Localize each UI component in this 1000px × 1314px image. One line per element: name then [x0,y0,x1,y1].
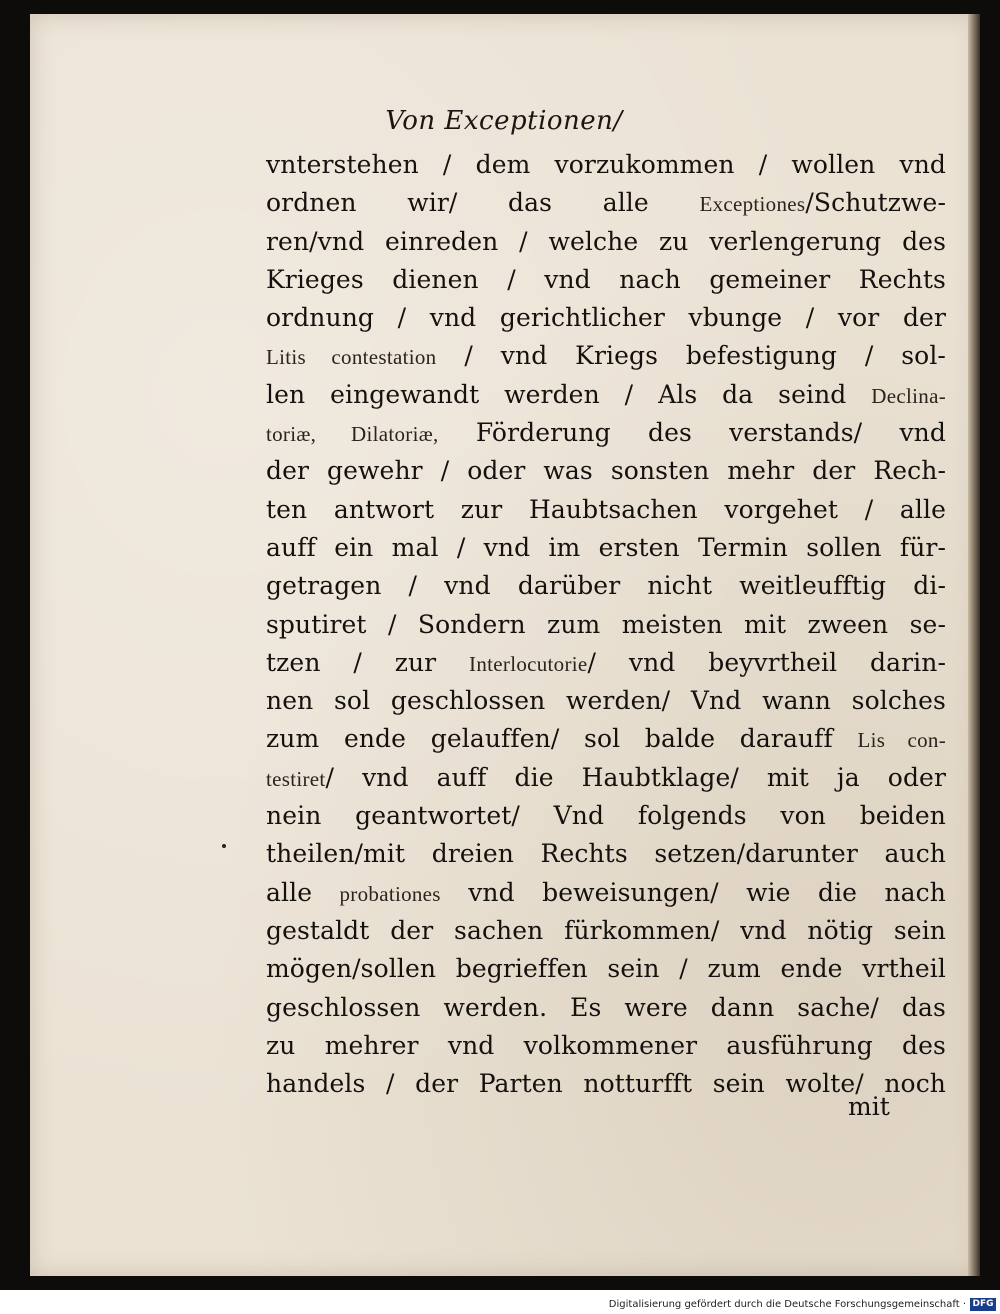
fraktur-text: nein geantwortet/ Vnd folgends von beiden [266,801,946,831]
text-line [266,912,946,950]
fraktur-text: der gewehr / oder was sonsten mehr der Rech- [266,456,946,486]
fraktur-text: ren/vnd einreden / welche zu verlengerung des [266,226,946,256]
fraktur-text: / vnd beyvrtheil darin- [587,647,946,677]
text-line [266,491,946,529]
fraktur-text: sputiret / Sondern zum meisten mit zween se- [266,609,946,639]
fraktur-text: alle [266,877,340,907]
fraktur-text: ten antwort zur Haubtsachen vorgehet / alle [266,494,946,524]
latin-term: Declina- [871,383,946,408]
funding-credit: Digitalisierung gefördert durch die Deutsche Forschungsgemeinschaft · [608,1299,966,1310]
fraktur-text: len eingewandt werden / Als da seind [266,379,872,409]
latin-term: Litis contestation [266,345,437,370]
fraktur-text: vnd beweisungen/ wie die nach [440,877,946,907]
fraktur-text: theilen/mit dreien Rechts setzen/darunter auch [266,839,946,869]
text-line [266,567,946,605]
fraktur-text: tzen / zur [266,647,470,677]
text-line [266,529,946,567]
text-line [266,759,946,797]
fraktur-text: geschlossen werden. Es were dann sache/ das [266,992,946,1022]
page-gutter [968,14,980,1276]
text-line [266,414,946,452]
fraktur-text: auff ein mal / vnd im ersten Termin sollen für- [266,532,946,562]
catchword: mit [848,1092,890,1121]
dfg-logo: DFG [970,1298,996,1311]
fraktur-text: / vnd Kriegs befestigung / sol- [436,341,946,371]
text-line [266,720,946,758]
text-line [266,950,946,988]
fraktur-text: nen sol geschlossen werden/ Vnd wann solches [266,686,946,716]
fraktur-text: zu mehrer vnd volkommener ausführung des [266,1030,946,1060]
fraktur-text: ordnen wir/ das alle [266,188,700,218]
latin-term: toriæ, Dilatoriæ, [266,422,439,447]
text-line [266,146,946,184]
latin-term: Exceptiones [699,192,806,217]
text-line [266,644,946,682]
running-head: Von Exceptionen/ [385,106,623,136]
book-page [30,14,978,1276]
footer-bar [0,1290,1000,1314]
latin-term: Lis con- [857,728,946,753]
text-line [266,261,946,299]
fraktur-text: handels / der Parten notturfft sein wolte/ noch [266,1069,946,1099]
fraktur-text: gestaldt der sachen fürkommen/ vnd nötig sein [266,915,946,945]
text-line [266,835,946,873]
fraktur-text: vnterstehen / dem vorzukommen / wollen vnd [266,150,946,179]
fraktur-text: getragen / vnd darüber nicht weitleufftig di- [266,571,946,601]
text-line [266,874,946,912]
fraktur-text: / vnd auff die Haubtklage/ mit ja oder [325,762,946,792]
text-line [266,1065,946,1103]
body-text [266,146,946,1103]
fraktur-text: mögen/sollen begrieffen sein / zum ende vrtheil [266,954,946,984]
text-line [266,376,946,414]
text-line [266,1027,946,1065]
text-line [266,223,946,261]
text-line [266,452,946,490]
text-line [266,184,946,222]
fraktur-text: Krieges dienen / vnd nach gemeiner Rechts [266,264,946,294]
text-line [266,337,946,375]
fraktur-text: ordnung / vnd gerichtlicher vbunge / vor der [266,303,946,333]
latin-term: testiret [266,766,326,791]
ink-speck [222,844,226,848]
text-line [266,606,946,644]
fraktur-text: zum ende gelauffen/ sol balde darauff [266,724,858,754]
text-line [266,299,946,337]
latin-term: Interlocutorie [469,651,588,676]
latin-term: probationes [339,881,441,906]
fraktur-text: Förderung des verstands/ vnd [438,418,946,448]
fraktur-text: /Schutzwe- [805,188,946,218]
text-line [266,989,946,1027]
text-line [266,797,946,835]
text-line [266,682,946,720]
